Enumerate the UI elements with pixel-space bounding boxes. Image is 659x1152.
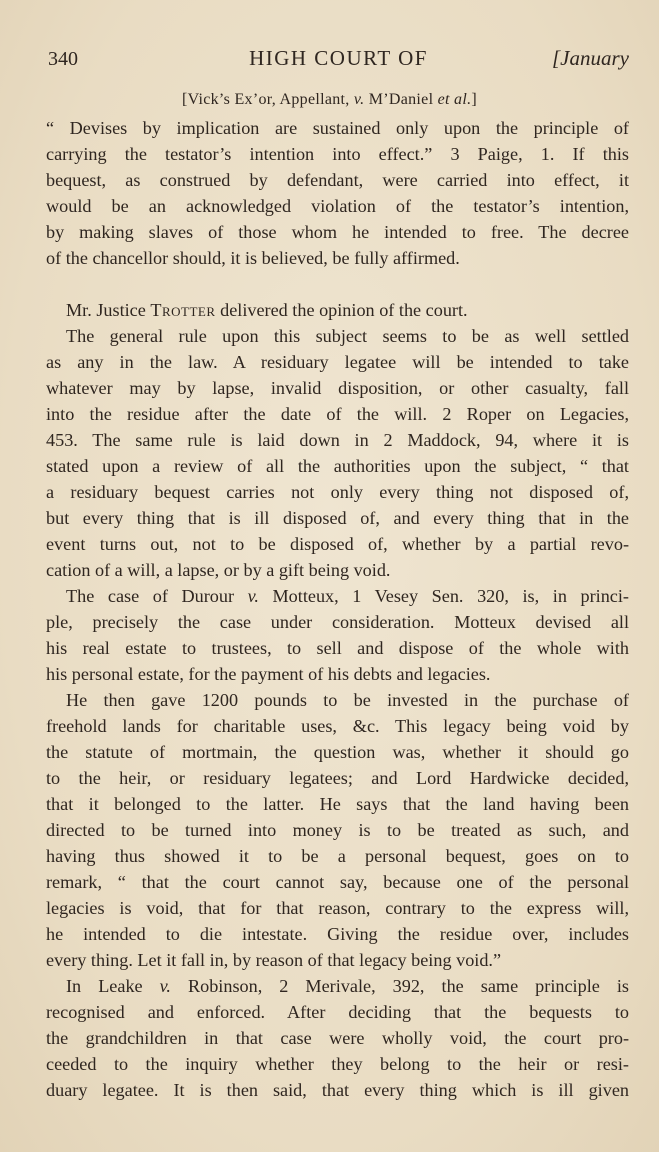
text-line: In Leake v. Robinson, 2 Merivale, 392, the same principle is [66, 976, 629, 996]
paragraph-leake-case [46, 973, 629, 1103]
text-line: ceeded to the inquiry whether they belong to the heir or resi- [46, 1054, 629, 1074]
body-text [46, 115, 629, 1103]
text-line: directed to be turned into money is to be treated as such, and [46, 820, 629, 840]
text-line: The general rule upon this subject seems to be as well settled [66, 326, 629, 346]
text-line: a residuary bequest carries not only every thing not disposed of, [46, 482, 629, 502]
case-caption: [Vick’s Ex’or, Appellant, v. M’Daniel et al.] [181, 91, 478, 108]
text-line: ple, precisely the case under consideration. Motteux devised all [46, 612, 629, 632]
paragraph-legacy [46, 687, 629, 973]
text-line: into the residue after the date of the will. 2 Roper on Legacies, [46, 404, 629, 424]
text-line: every thing. Let it fall in, by reason of that legacy being void.” [46, 950, 502, 970]
text-line: that it belonged to the latter. He says that the land having been [46, 794, 629, 814]
running-date: [January [552, 46, 629, 70]
text-line: bequest, as construed by defendant, were carried into effect, it [46, 170, 629, 190]
text-line: freehold lands for charitable uses, &c. This legacy being void by [46, 716, 629, 736]
text-line: 453. The same rule is laid down in 2 Maddock, 94, where it is [46, 430, 629, 450]
text-line: would be an acknowledged violation of the testator’s intention, [46, 196, 629, 216]
text-line: legacies is void, that for that reason, contrary to the express will, [46, 898, 629, 918]
text-line: his personal estate, for the payment of his debts and legacies. [46, 664, 491, 684]
paragraph-durour-case [46, 583, 629, 687]
text-line: having thus showed it to be a personal bequest, goes on to [46, 846, 629, 866]
paragraph-general-rule [46, 323, 629, 583]
text-line: The case of Durour v. Motteux, 1 Vesey Sen. 320, is, in princi- [66, 586, 629, 606]
text-line: cation of a will, a lapse, or by a gift being void. [46, 560, 391, 580]
text-line: the statute of mortmain, the question was, whether it should go [46, 742, 629, 762]
text-line: Mr. Justice Trotter delivered the opinion of the court. [66, 300, 468, 320]
text-line: recognised and enforced. After deciding that the bequests to [46, 1002, 629, 1022]
running-title: HIGH COURT OF [249, 46, 428, 70]
running-header [48, 44, 629, 76]
paragraph-gap [46, 271, 629, 297]
text-line: stated upon a review of all the authorities upon the subject, “ that [46, 456, 629, 476]
paragraph-counsel-argument [46, 115, 629, 271]
text-line: his real estate to trustees, to sell and dispose of the whole with [46, 638, 629, 658]
text-line: He then gave 1200 pounds to be invested in the purchase of [66, 690, 629, 710]
text-line: the grandchildren in that case were wholly void, the court pro- [46, 1028, 629, 1048]
text-line: as any in the law. A residuary legatee will be intended to take [46, 352, 629, 372]
text-line: he intended to die intestate. Giving the residue over, includes [46, 924, 629, 944]
text-line: remark, “ that the court cannot say, because one of the personal [46, 872, 629, 892]
text-line: whatever may by lapse, invalid disposition, or other casualty, fall [46, 378, 629, 398]
text-line: by making slaves of those whom he intended to free. The decree [46, 222, 629, 242]
text-line: event turns out, not to be disposed of, whether by a partial revo- [46, 534, 629, 554]
text-line: carrying the testator’s intention into effect.” 3 Paige, 1. If this [46, 144, 629, 164]
text-line: duary legatee. It is then said, that every thing which is ill given [46, 1080, 629, 1100]
text-line: to the heir, or residuary legatees; and Lord Hardwicke decided, [46, 768, 629, 788]
text-line: “ Devises by implication are sustained only upon the principle of [46, 118, 629, 138]
justice-name: Trotter [150, 300, 216, 320]
page-number: 340 [48, 48, 78, 70]
text-line: but every thing that is ill disposed of, and every thing that in the [46, 508, 629, 528]
paragraph-opinion-intro [46, 297, 629, 323]
text-line: of the chancellor should, it is believed, be fully affirmed. [46, 248, 460, 268]
